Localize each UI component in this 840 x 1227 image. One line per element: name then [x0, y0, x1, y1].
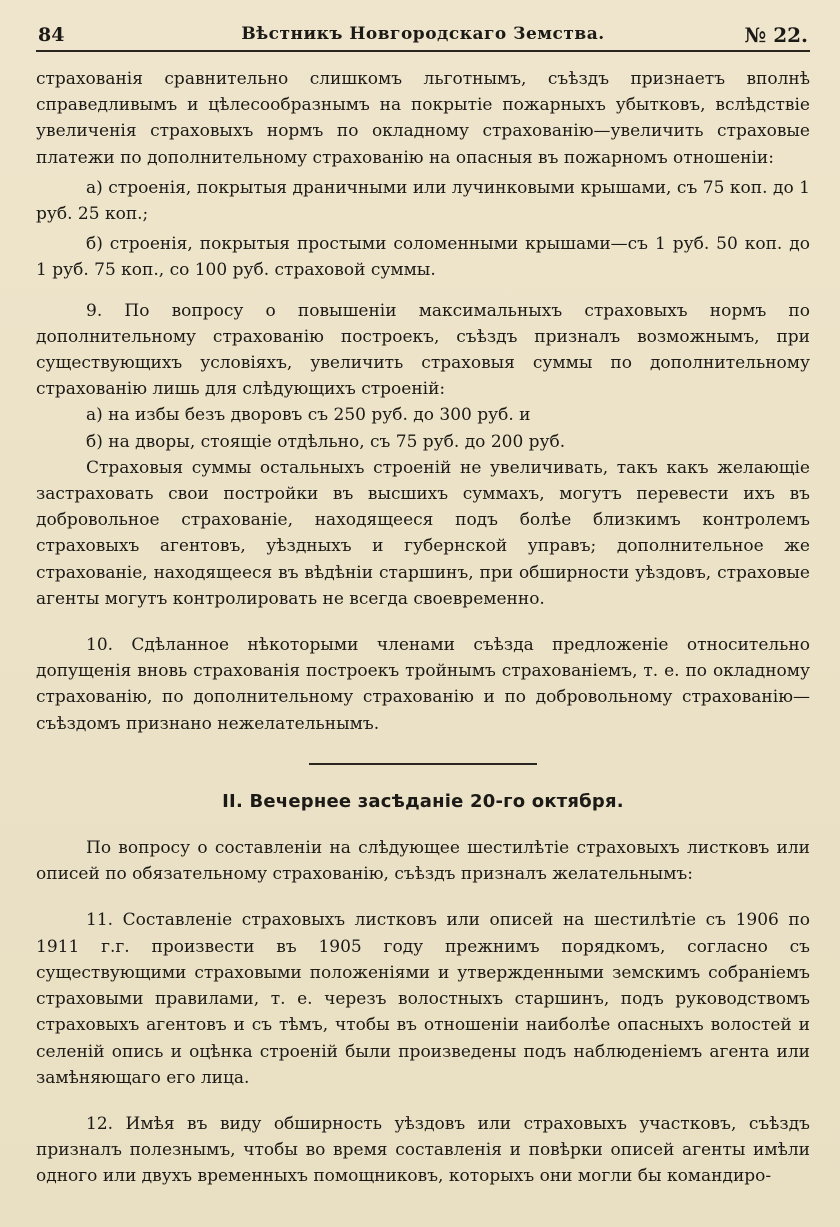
paragraph-continuation: страхованія сравнительно слишкомъ льготнымъ, съѣздъ признаетъ вполнѣ справедливымъ и цѣлесообразнымъ на покрытіе пожарныхъ убытковъ, вслѣдствіе увеличенія страховыхъ нормъ по окладному страхованію—увеличить страховые платежи по дополнительному страхованію на опасныя въ пожарномъ отношеніи:	[36, 69, 810, 168]
paragraph-intro: По вопросу о составленіи на слѣдующее шестилѣтіе страховыхъ листковъ или описей по обязательному страхованію, съѣздъ призналъ желательнымъ:	[36, 838, 810, 885]
list-item-a-roofs: а) строенія, покрытыя драничными или лучинковыми крышами, съ 75 коп. до 1 руб. 25 коп.;	[36, 177, 810, 225]
section-divider	[309, 763, 537, 765]
paragraph-10: 10. Сдѣланное нѣкоторыми членами съѣзда предложеніе относительно допущенія вновь страхованія построекъ тройнымъ страхованіемъ, т. е. по окладному страхованію, по дополнительному страхованію и по добровольному страхованію—съѣздомъ признано нежелательнымъ.	[36, 635, 810, 734]
paragraph-9: 9. По вопросу о повышеніи максимальныхъ страховыхъ нормъ по дополнительному страхованію построекъ, съѣздъ призналъ возможнымъ, при существующихъ условіяхъ, увеличить страховыя суммы по дополнительному страхованію лишь для слѣдующихъ строеній:	[36, 300, 810, 400]
list-item-9a: а) на избы безъ дворовъ съ 250 руб. до 300 руб. и	[86, 405, 531, 426]
paragraph-9-continuation: Страховыя суммы остальныхъ строеній не увеличивать, такъ какъ желающіе застраховать свои постройки въ высшихъ суммахъ, могутъ перевести ихъ въ добровольное страхованіе, находящееся подъ болѣе близкимъ контролемъ страховыхъ агентовъ, уѣздныхъ и губернской управъ; дополнительное же страхованіе, находящееся въ вѣдѣніи старшинъ, при обширности уѣздовъ, страховые агенты могутъ контролировать не всегда своевременно.	[36, 457, 810, 609]
issue-number: № 22.	[744, 23, 808, 47]
running-header	[36, 20, 810, 52]
paragraph-11: 11. Составленіе страховыхъ листковъ или описей на шестилѣтіе съ 1906 по 1911 г.г. произвести въ 1905 году прежнимъ порядкомъ, согласно съ существующими страховыми положеніями и утвержденными земскимъ собраніемъ страховыми правилами, т. е. черезъ волостныхъ старшинъ, подъ руководствомъ страховыхъ агентовъ и съ тѣмъ, чтобы въ отношеніи наиболѣе опасныхъ волостей и селеній опись и оцѣнка строеній были произведены подъ наблюденіемъ агента или замѣняющаго его лица.	[36, 910, 810, 1088]
page-number: 84	[38, 24, 65, 46]
list-item-b-roofs: б) строенія, покрытыя простыми соломенными крышами—съ 1 руб. 50 коп. до 1 руб. 75 коп., со 100 руб. страховой суммы.	[36, 234, 810, 281]
journal-title: Вѣстникъ Новгородскаго Земства.	[241, 24, 605, 44]
paragraph-12: 12. Имѣя въ виду обширность уѣздовъ или страховыхъ участковъ, съѣздъ призналъ полезнымъ, чтобы во время составленія и повѣрки описей агенты имѣли одного или двухъ временныхъ помощниковъ, которыхъ они могли бы командиро-	[36, 1113, 810, 1187]
list-item-9b: б) на дворы, стоящіе отдѣльно, съ 75 руб. до 200 руб.	[86, 431, 566, 452]
article-body	[36, 66, 810, 1190]
section-heading: II. Вечернее засѣданіе 20-го октября.	[222, 790, 624, 812]
